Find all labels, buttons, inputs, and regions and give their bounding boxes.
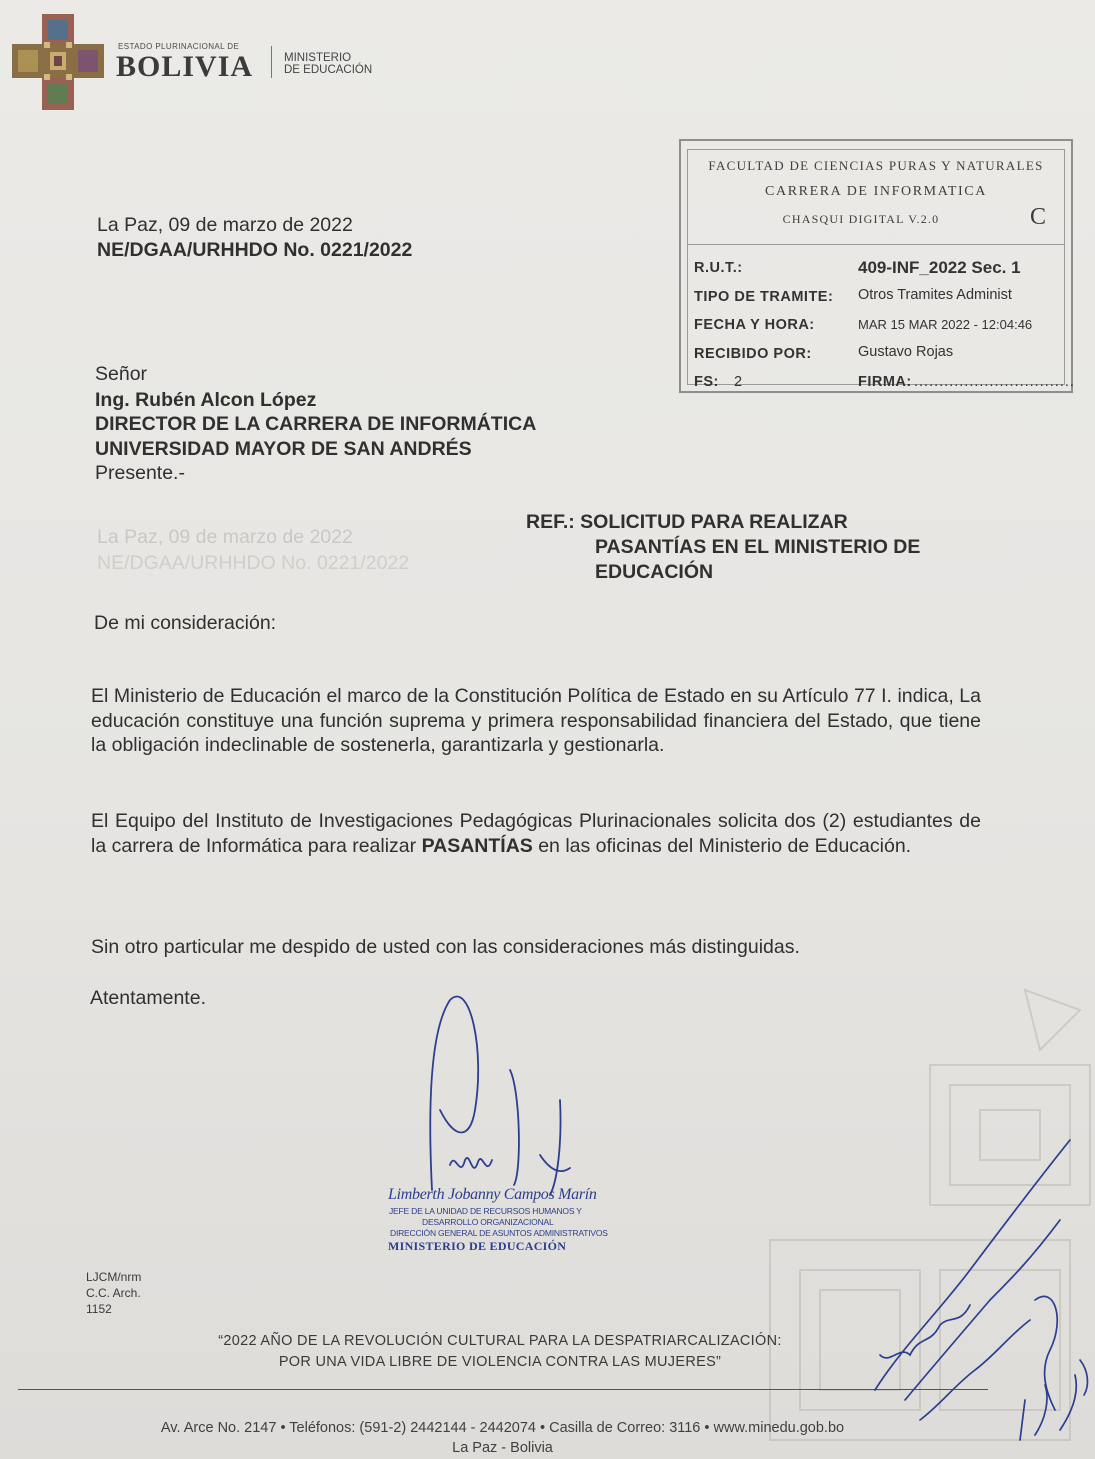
motto-line: POR UNA VIDA LIBRE DE VIOLENCIA CONTRA LAS MUJERES” <box>278 1354 722 1370</box>
handwritten-note <box>860 1120 1095 1450</box>
signatory-unit: DESARROLLO ORGANIZACIONAL <box>422 1217 554 1227</box>
typist-initials: LJCM/nrm <box>86 1270 142 1284</box>
stamp-firma-dots: ................................ <box>914 374 1075 390</box>
signatory-name: Limberth Jobanny Campos Marín <box>388 1186 597 1203</box>
state-label: ESTADO PLURINACIONAL DE <box>118 42 240 51</box>
signatory-ministry: MINISTERIO DE EDUCACIÓN <box>388 1239 567 1253</box>
ministry-line2: DE EDUCACIÓN <box>284 64 373 76</box>
salutation: Señor <box>95 363 148 385</box>
paragraph-text: en las oficinas del Ministerio de Educación. <box>532 834 912 857</box>
stamp-row-rut <box>694 254 1060 282</box>
body-paragraph: El Ministerio de Educación el marco de la Constitución Política de Estado en su Artículo 77 I. indica, La educación constituye una función suprema y primera responsabilidad financiera del Estado, que tiene la obligación indeclinable de sostenerla, garantizarla y gestionarla. <box>91 685 981 756</box>
stamp-row-label: R.U.T.: <box>694 260 743 276</box>
copy-note: C.C. Arch. <box>86 1286 141 1300</box>
signatory-direction: DIRECCIÓN GENERAL DE ASUNTOS ADMINISTRATIVOS <box>390 1228 608 1238</box>
file-number: 1152 <box>86 1302 112 1316</box>
stamp-fs-value: 2 <box>734 374 743 390</box>
stamp-career: CARRERA DE INFORMATICA <box>765 184 987 199</box>
stamp-row-value: MAR 15 MAR 2022 - 12:04:46 <box>858 317 1033 332</box>
motto-line: “2022 AÑO DE LA REVOLUCIÓN CULTURAL PARA LA DESPATRIARCALIZACIÓN: <box>218 1333 782 1349</box>
greeting: De mi consideración: <box>94 612 277 634</box>
reference-line: PASANTÍAS EN EL MINISTERIO DE <box>595 536 921 558</box>
stamp-row-recibido <box>694 340 1060 368</box>
show-through-date: La Paz, 09 de marzo de 2022 <box>97 526 353 548</box>
recipient-name: Ing. Rubén Alcon López <box>95 389 317 411</box>
recipient-institution: UNIVERSIDAD MAYOR DE SAN ANDRÉS <box>95 438 472 460</box>
stamp-system: CHASQUI DIGITAL V.2.0 <box>782 212 940 226</box>
ministry-line1: MINISTERIO <box>284 52 352 64</box>
stamp-header <box>688 150 1064 245</box>
footer-rule <box>18 1389 988 1390</box>
country-name: BOLIVIA <box>116 50 254 83</box>
signature-scribble <box>410 990 610 1210</box>
stamp-row-value: 409-INF_2022 Sec. 1 <box>858 258 1021 277</box>
paragraph-text: El Equipo del Instituto de Investigaciones Pedagógicas Plurinacionales solicita dos (2) estudiantes de la carrera de Informática para realizar <box>91 810 981 857</box>
stamp-row-fs-firma <box>694 368 1075 396</box>
body-paragraph <box>91 809 981 858</box>
stamp-row-value: Otros Tramites Administ <box>858 287 1012 303</box>
signatory-position: JEFE DE LA UNIDAD DE RECURSOS HUMANOS Y <box>389 1206 582 1216</box>
stamp-row-value: Gustavo Rojas <box>858 344 954 360</box>
letter-date: La Paz, 09 de marzo de 2022 <box>97 214 353 236</box>
stamp-row-fecha <box>694 311 1060 339</box>
show-through-number: NE/DGAA/URHHDO No. 0221/2022 <box>97 552 410 574</box>
stamp-firma-label: FIRMA: <box>858 374 912 390</box>
footer-address: Av. Arce No. 2147 • Teléfonos: (591-2) 2442144 - 2442074 • Casilla de Correo: 3116 • www.minedu.gob.bo <box>160 1420 845 1436</box>
reference-line: EDUCACIÓN <box>595 561 714 583</box>
recipient-title: DIRECTOR DE LA CARRERA DE INFORMÁTICA <box>95 413 537 435</box>
reference-line: REF.: SOLICITUD PARA REALIZAR <box>526 511 848 533</box>
presente-label: Presente.- <box>95 462 185 484</box>
reception-stamp <box>679 139 1073 393</box>
closing-line: Sin otro particular me despido de usted con las consideraciones más distinguidas. <box>91 936 800 958</box>
stamp-frame <box>687 149 1075 390</box>
footer-city: La Paz - Bolivia <box>452 1440 553 1456</box>
stamp-fs-label: FS: <box>694 374 719 390</box>
logo-divider <box>271 46 272 78</box>
letter-number: NE/DGAA/URHHDO No. 0221/2022 <box>97 239 413 261</box>
stamp-letter: C <box>1029 204 1046 230</box>
paragraph-emphasis: PASANTÍAS <box>421 834 533 857</box>
ministry-label <box>284 52 372 76</box>
stamp-row-label: RECIBIDO POR: <box>694 346 812 362</box>
bolivia-logo-icon <box>12 14 104 110</box>
sign-off: Atentamente. <box>90 987 206 1009</box>
stamp-row-tipo <box>694 283 1060 311</box>
stamp-row-label: FECHA Y HORA: <box>694 317 815 333</box>
stamp-faculty: FACULTAD DE CIENCIAS PURAS Y NATURALES <box>708 158 1044 173</box>
stamp-row-label: TIPO DE TRAMITE: <box>694 289 834 305</box>
